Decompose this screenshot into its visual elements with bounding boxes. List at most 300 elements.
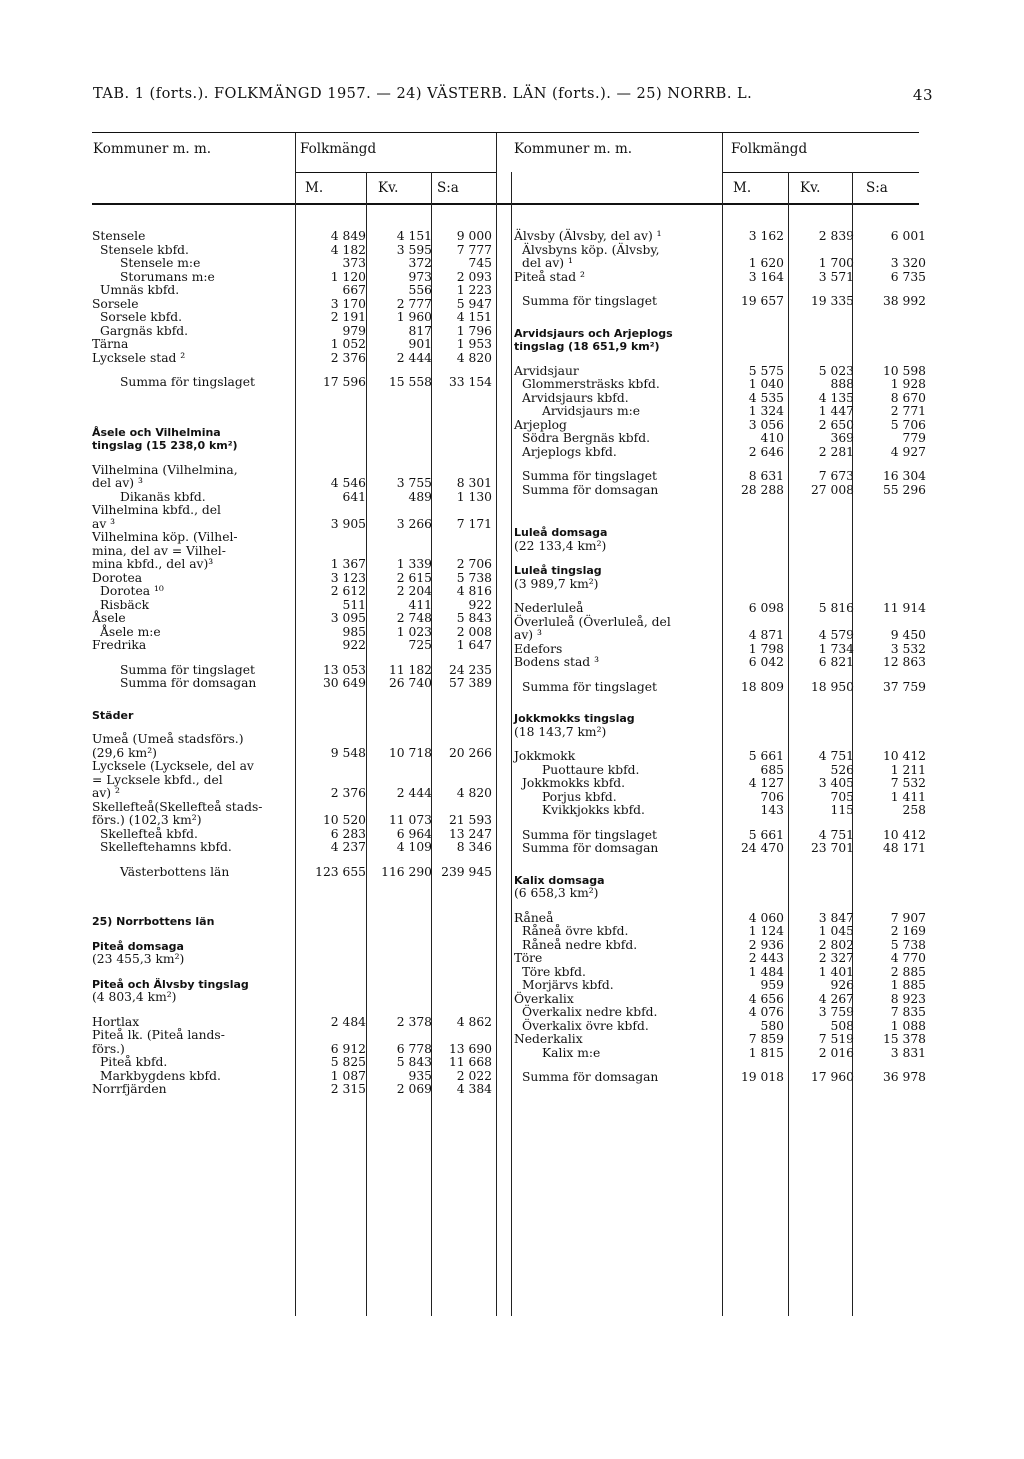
table-row	[92, 801, 492, 815]
table-row	[514, 405, 932, 419]
cell-sa: 4 820	[456, 786, 492, 800]
table-row	[514, 526, 932, 540]
cell-kv: 1 401	[818, 964, 854, 979]
table-row	[514, 750, 932, 764]
table-row	[92, 376, 492, 390]
table-row	[514, 804, 932, 818]
row-gap	[92, 390, 492, 408]
cell-m: 4 182	[330, 242, 366, 257]
row-label: Umnäs kbfd.	[100, 283, 180, 297]
table-row	[514, 271, 932, 285]
cell-sa: 1 885	[890, 978, 926, 992]
table-row	[92, 677, 492, 691]
cell-m: 1 087	[330, 1068, 366, 1083]
row-label: Fredrika	[92, 638, 147, 652]
col-folkmangd-right: Folkmängd	[731, 141, 808, 157]
table-row	[92, 1016, 492, 1030]
cell-m: 985	[342, 624, 366, 639]
cell-sa: 8 346	[456, 840, 492, 854]
row-label: Arjeplog	[514, 417, 567, 432]
row-label: Morjärvs kbfd.	[522, 978, 614, 992]
cell-kv: 3 571	[818, 269, 854, 284]
table-row	[92, 953, 492, 967]
table-row	[92, 828, 492, 842]
row-label: Piteå och Älvsby tingslag	[92, 977, 249, 991]
cell-sa: 4 151	[456, 310, 492, 324]
cell-m: 511	[342, 597, 366, 612]
cell-sa: 10 412	[882, 749, 926, 763]
table-row	[514, 777, 932, 791]
row-label: Överkalix nedre kbfd.	[522, 1005, 658, 1019]
row-label: Överkalix övre kbfd.	[522, 1018, 649, 1033]
table-row	[92, 1029, 492, 1043]
row-gap	[514, 670, 932, 681]
table-row	[92, 464, 492, 478]
cell-kv: 3 595	[396, 242, 432, 257]
cell-kv: 4 267	[818, 991, 854, 1006]
cell-m: 5 661	[748, 749, 784, 763]
row-label: (4 803,4 km²)	[92, 990, 177, 1004]
table-row	[92, 612, 492, 626]
cell-kv: 725	[408, 638, 432, 652]
cell-kv: 1 045	[818, 924, 854, 938]
left-table	[92, 230, 492, 1097]
cell-sa: 5 706	[890, 417, 926, 432]
cell-kv: 2 281	[818, 444, 854, 459]
cell-kv: 23 701	[810, 841, 854, 855]
cell-sa: 745	[468, 256, 492, 270]
table-row	[514, 629, 932, 643]
table-row	[92, 991, 492, 1005]
table-row	[514, 939, 932, 953]
row-label: Skelleftehamns kbfd.	[100, 840, 232, 854]
row-gap	[92, 453, 492, 464]
row-label: Jokkmokks tingslag	[514, 712, 635, 725]
col-kv-right: Kv.	[800, 180, 821, 196]
table-row	[92, 814, 492, 828]
cell-m: 19 657	[740, 294, 784, 308]
cell-sa: 48 171	[882, 841, 926, 855]
cell-sa: 57 389	[448, 676, 492, 690]
table-row	[92, 866, 492, 880]
table-row	[514, 952, 932, 966]
row-label: Arjeplogs kbfd.	[522, 444, 617, 459]
cell-kv: 18 950	[810, 679, 854, 694]
row-gap	[92, 897, 492, 915]
table-row	[92, 940, 492, 954]
table-row	[92, 572, 492, 586]
row-label: Städer	[92, 708, 134, 722]
table-row	[92, 271, 492, 285]
cell-sa: 13 690	[448, 1041, 492, 1056]
row-label: Hortlax	[92, 1014, 140, 1029]
cell-m: 24 470	[740, 841, 784, 855]
table-row	[514, 378, 932, 392]
table-row	[514, 764, 932, 778]
cell-m: 2 612	[330, 584, 366, 598]
table-row	[92, 599, 492, 613]
row-gap	[92, 691, 492, 709]
table-row	[514, 712, 932, 726]
table-subhead-rule	[296, 172, 496, 173]
cell-sa: 922	[468, 597, 492, 612]
table-row	[514, 484, 932, 498]
cell-kv: 6 964	[396, 826, 432, 841]
table-row	[92, 284, 492, 298]
cell-sa: 5 738	[456, 570, 492, 585]
row-label: Gargnäs kbfd.	[100, 323, 189, 338]
row-gap	[514, 497, 932, 515]
cell-sa: 16 304	[882, 469, 926, 483]
cell-kv: 4 751	[818, 749, 854, 763]
row-label: Tärna	[92, 337, 129, 351]
row-label: tingslag (18 651,9 km²)	[514, 340, 660, 353]
cell-m: 410	[760, 431, 784, 445]
cell-m: 2 936	[748, 937, 784, 952]
row-label: Stensele	[92, 229, 146, 243]
cell-m: 18 809	[740, 679, 784, 694]
row-label: del av) ³	[92, 476, 143, 490]
table-row	[92, 787, 492, 801]
cell-kv: 7 673	[818, 469, 854, 483]
cell-kv: 1 023	[396, 624, 432, 639]
col-m-left: M.	[305, 180, 324, 196]
row-label: Porjus kbfd.	[542, 789, 617, 804]
row-label: Dorotea ¹⁰	[100, 584, 164, 598]
cell-sa: 2 008	[456, 624, 492, 639]
cell-sa: 3 831	[890, 1045, 926, 1060]
row-label: Summa för tingslaget	[522, 469, 657, 483]
cell-sa: 33 154	[448, 375, 492, 389]
table-row	[92, 760, 492, 774]
cell-sa: 38 992	[882, 294, 926, 308]
cell-kv: 901	[408, 337, 432, 351]
col-kommuner-left: Kommuner m. m.	[93, 141, 212, 157]
row-label: Stensele m:e	[120, 256, 201, 270]
table-row	[92, 338, 492, 352]
cell-sa: 11 668	[448, 1055, 492, 1069]
cell-kv: 11 073	[388, 813, 432, 827]
table-row	[514, 842, 932, 856]
row-label: Lycksele stad ²	[92, 350, 186, 365]
cell-kv: 2 650	[818, 417, 854, 432]
row-label: förs.)	[92, 1041, 125, 1056]
cell-m: 685	[760, 762, 784, 777]
table-row	[92, 747, 492, 761]
cell-m: 1 124	[748, 924, 784, 938]
cell-sa: 1 928	[890, 377, 926, 391]
cell-kv: 2 204	[396, 584, 432, 598]
row-label: Överkalix	[514, 991, 574, 1006]
cell-m: 4 656	[748, 991, 784, 1006]
row-label: Jokkmokk	[514, 749, 576, 763]
cell-sa: 1 223	[456, 283, 492, 297]
cell-kv: 526	[830, 762, 854, 777]
row-label: av) ³	[514, 628, 542, 642]
table-row	[514, 244, 932, 258]
table-row	[514, 365, 932, 379]
cell-kv: 11 182	[388, 662, 432, 677]
cell-m: 6 283	[330, 826, 366, 841]
table-row	[514, 540, 932, 554]
cell-kv: 27 008	[810, 482, 854, 497]
cell-kv: 508	[830, 1018, 854, 1033]
row-label: förs.) (102,3 km²)	[92, 813, 202, 827]
cell-kv: 2 378	[396, 1014, 432, 1029]
row-gap	[92, 1005, 492, 1016]
cell-sa: 1 088	[890, 1018, 926, 1033]
row-gap	[514, 309, 932, 327]
table-head-bottom-rule	[92, 203, 919, 205]
cell-sa: 10 598	[882, 363, 926, 378]
cell-m: 1 367	[330, 557, 366, 571]
col-folkmangd-left: Folkmängd	[300, 141, 377, 157]
cell-kv: 2 777	[396, 296, 432, 311]
row-label: Arvidsjaurs kbfd.	[522, 390, 629, 405]
row-label: Lycksele (Lycksele, del av	[92, 759, 254, 773]
table-row	[514, 887, 932, 901]
cell-kv: 3 847	[818, 910, 854, 925]
col-sa-right: S:a	[866, 180, 888, 196]
cell-kv: 2 327	[818, 951, 854, 965]
row-label: Överluleå (Överluleå, del	[514, 614, 671, 629]
table-row	[514, 874, 932, 888]
cell-kv: 1 447	[818, 404, 854, 418]
cell-sa: 4 816	[456, 584, 492, 598]
cell-m: 1 052	[330, 337, 366, 351]
table-row	[514, 419, 932, 433]
row-label: Kvikkjokks kbfd.	[542, 803, 645, 817]
table-row	[514, 643, 932, 657]
table-row	[92, 477, 492, 491]
table-row	[514, 257, 932, 271]
table-row	[514, 1020, 932, 1034]
row-gap	[92, 653, 492, 664]
cell-m: 28 288	[740, 482, 784, 497]
row-label: del av) ¹	[522, 256, 573, 270]
cell-kv: 10 718	[388, 745, 432, 760]
cell-m: 6 042	[748, 655, 784, 669]
cell-sa: 20 266	[448, 745, 492, 760]
cell-sa: 7 907	[890, 910, 926, 925]
cell-sa: 1 411	[890, 789, 926, 804]
table-row	[514, 340, 932, 354]
page-header	[93, 86, 933, 110]
cell-kv: 15 558	[388, 375, 432, 389]
cell-sa: 2 022	[456, 1068, 492, 1083]
cell-sa: 239 945	[441, 864, 492, 879]
table-row	[514, 726, 932, 740]
cell-kv: 489	[408, 489, 432, 504]
row-label: Älvsby (Älvsby, del av) ¹	[514, 229, 662, 243]
cell-m: 3 905	[330, 516, 366, 531]
cell-m: 1 798	[748, 641, 784, 656]
table-row	[514, 791, 932, 805]
table-row	[514, 470, 932, 484]
cell-m: 1 815	[748, 1045, 784, 1060]
cell-kv: 6 821	[818, 655, 854, 669]
cell-m: 8 631	[748, 469, 784, 483]
row-label: (6 658,3 km²)	[514, 886, 599, 900]
row-label: Arvidsjaurs och Arjeplogs	[514, 326, 673, 340]
row-label: 25) Norrbottens län	[92, 915, 215, 928]
table-row	[92, 426, 492, 440]
cell-sa: 2 093	[456, 269, 492, 284]
row-label: Edefors	[514, 641, 563, 656]
table-row	[514, 616, 932, 630]
cell-sa: 1 211	[890, 762, 926, 777]
cell-kv: 705	[830, 789, 854, 804]
cell-m: 3 123	[330, 570, 366, 585]
cell-kv: 1 339	[396, 557, 432, 571]
table-row	[514, 912, 932, 926]
row-label: Puottaure kbfd.	[542, 762, 640, 777]
table-row	[514, 1047, 932, 1061]
cell-sa: 7 532	[890, 776, 926, 790]
col-kommuner-right: Kommuner m. m.	[514, 141, 633, 157]
row-gap	[514, 515, 932, 526]
cell-kv: 372	[408, 256, 432, 270]
cell-sa: 12 863	[882, 655, 926, 669]
cell-m: 1 324	[748, 404, 784, 418]
cell-m: 4 237	[330, 840, 366, 854]
cell-sa: 8 670	[890, 390, 926, 405]
vrule	[511, 172, 512, 1316]
row-label: Kalix m:e	[542, 1045, 601, 1060]
row-label: Stensele kbfd.	[100, 242, 189, 257]
cell-m: 10 520	[322, 813, 366, 827]
table-row	[92, 915, 492, 929]
cell-sa: 5 843	[456, 611, 492, 625]
row-label: Luleå tingslag	[514, 564, 602, 577]
table-row	[514, 446, 932, 460]
cell-kv: 2 615	[396, 570, 432, 585]
row-gap	[514, 739, 932, 750]
cell-sa: 7 171	[456, 516, 492, 531]
row-label: Umeå (Umeå stadsförs.)	[92, 732, 244, 746]
cell-kv: 3 759	[818, 1005, 854, 1019]
row-label: Åsele m:e	[100, 624, 161, 639]
cell-kv: 4 579	[818, 628, 854, 642]
row-label: Piteå kbfd.	[100, 1055, 168, 1069]
table-top-rule	[92, 132, 919, 133]
cell-sa: 1 130	[456, 489, 492, 504]
table-row	[92, 491, 492, 505]
cell-kv: 3 755	[396, 476, 432, 490]
cell-m: 4 535	[748, 390, 784, 405]
table-row	[514, 564, 932, 578]
cell-m: 2 443	[748, 951, 784, 965]
table-row	[92, 978, 492, 992]
page-number: 43	[912, 86, 933, 104]
table-row	[92, 639, 492, 653]
cell-m: 7 859	[748, 1032, 784, 1046]
page-title: TAB. 1 (forts.). FOLKMÄNGD 1957. — 24) VÄSTERB. LÄN (forts.). — 25) NORRB. L.	[93, 86, 753, 102]
table-row	[92, 733, 492, 747]
col-sa-left: S:a	[437, 180, 459, 196]
cell-m: 6 912	[330, 1041, 366, 1056]
cell-m: 19 018	[740, 1070, 784, 1084]
cell-m: 5 661	[748, 827, 784, 842]
cell-kv: 888	[830, 377, 854, 391]
row-label: Kalix domsaga	[514, 873, 605, 887]
cell-m: 143	[760, 803, 784, 817]
row-label: Summa för domsagan	[522, 841, 659, 855]
cell-m: 3 170	[330, 296, 366, 311]
row-label: Vilhelmina (Vilhelmina,	[92, 462, 238, 477]
cell-m: 4 849	[330, 229, 366, 243]
cell-m: 2 484	[330, 1014, 366, 1029]
row-label: (3 989,7 km²)	[514, 576, 599, 591]
cell-kv: 4 109	[396, 840, 432, 854]
cell-m: 667	[342, 283, 366, 297]
row-gap	[92, 855, 492, 866]
table-row	[92, 244, 492, 258]
cell-kv: 2 069	[396, 1082, 432, 1096]
row-label: Piteå lk. (Piteå lands-	[92, 1028, 225, 1042]
table-row	[92, 1070, 492, 1084]
cell-kv: 817	[408, 323, 432, 338]
cell-kv: 973	[408, 269, 432, 284]
row-label: Arvidsjaur	[514, 363, 579, 378]
cell-m: 1 040	[748, 377, 784, 391]
row-label: Summa för domsagan	[522, 482, 659, 497]
table-row	[92, 664, 492, 678]
table-row	[92, 298, 492, 312]
table-row	[514, 432, 932, 446]
table-row	[514, 656, 932, 670]
cell-sa: 3 320	[890, 256, 926, 270]
row-label: Glommersträsks kbfd.	[522, 377, 660, 391]
cell-kv: 2 802	[818, 937, 854, 952]
cell-kv: 5 023	[818, 363, 854, 378]
row-label: Nederkalix	[514, 1032, 583, 1046]
cell-sa: 8 301	[456, 476, 492, 490]
table-row	[92, 518, 492, 532]
cell-sa: 24 235	[448, 662, 492, 677]
cell-kv: 926	[830, 978, 854, 992]
cell-sa: 2 169	[890, 924, 926, 938]
table-row	[514, 1033, 932, 1047]
vrule	[496, 133, 497, 1316]
table-row	[514, 578, 932, 592]
row-label: Vilhelmina köp. (Vilhel-	[92, 530, 238, 544]
row-gap	[92, 879, 492, 897]
cell-m: 373	[342, 256, 366, 270]
cell-sa: 9 450	[890, 628, 926, 642]
cell-sa: 8 923	[890, 991, 926, 1006]
cell-m: 2 376	[330, 350, 366, 365]
table-row	[514, 392, 932, 406]
cell-kv: 7 519	[818, 1032, 854, 1046]
row-label: (22 133,4 km²)	[514, 538, 607, 553]
cell-m: 641	[342, 489, 366, 504]
row-label: Summa för tingslaget	[522, 679, 657, 694]
row-label: Markbygdens kbfd.	[100, 1068, 221, 1083]
cell-sa: 1 647	[456, 638, 492, 652]
table-row	[92, 1083, 492, 1097]
row-label: Töre	[514, 951, 543, 965]
cell-m: 4 076	[748, 1005, 784, 1019]
row-label: Summa för tingslaget	[522, 827, 657, 842]
row-gap	[514, 818, 932, 829]
row-label: Dikanäs kbfd.	[120, 489, 206, 504]
cell-kv: 935	[408, 1068, 432, 1083]
cell-sa: 1 953	[456, 337, 492, 351]
cell-sa: 2 706	[456, 557, 492, 571]
cell-kv: 2 748	[396, 611, 432, 625]
row-label: (18 143,7 km²)	[514, 724, 607, 739]
